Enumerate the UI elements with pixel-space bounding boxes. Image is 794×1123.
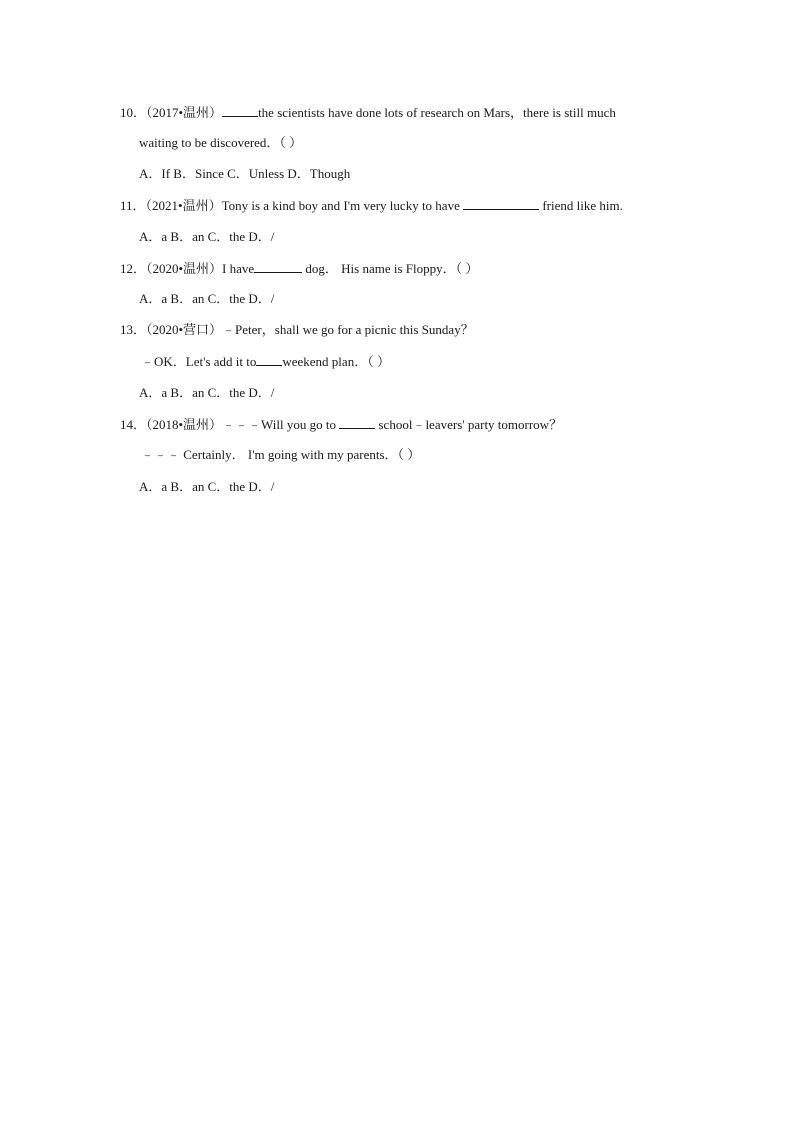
question-14-stem: 14．（2018•温州）﹣﹣﹣Will you go to school﹣leavers' party tomorrow？ <box>120 417 563 432</box>
question-13-stem: 13．（2020•营口）﹣Peter，shall we go for a picnic this Sunday？ <box>120 322 474 337</box>
question-10-options: A．If B．Since C．Unless D．Though <box>139 166 351 181</box>
question-11-options: A．a B．an C．the D．/ <box>139 229 275 244</box>
question-10-number: 10．（2017•温州） <box>120 105 223 120</box>
question-12-options: A．a B．an C．the D．/ <box>139 291 275 306</box>
question-14-response: ﹣﹣﹣ Certainly． I'm going with my parents．（ ） <box>141 447 421 462</box>
answer-blank <box>256 353 282 366</box>
answer-blank <box>254 260 302 273</box>
answer-blank <box>339 416 375 429</box>
question-11-stem: 11．（2021•温州）Tony is a kind boy and I'm very lucky to have friend like him. <box>120 198 623 213</box>
question-10-stem <box>120 104 616 121</box>
question-14-options: A．a B．an C．the D．/ <box>139 479 275 494</box>
question-10-text: the scientists have done lots of research on Mars，there is still much <box>258 105 616 120</box>
question-10-stem-continued: waiting to be discovered．（ ） <box>139 135 303 150</box>
question-13-response: ﹣OK．Let's add it to weekend plan．（ ） <box>141 354 390 369</box>
question-12-stem: 12．（2020•温州）I have dog． His name is Floppy．（ ） <box>120 261 479 276</box>
answer-blank <box>222 104 258 117</box>
question-13-options: A．a B．an C．the D．/ <box>139 385 275 400</box>
answer-blank <box>463 197 539 210</box>
